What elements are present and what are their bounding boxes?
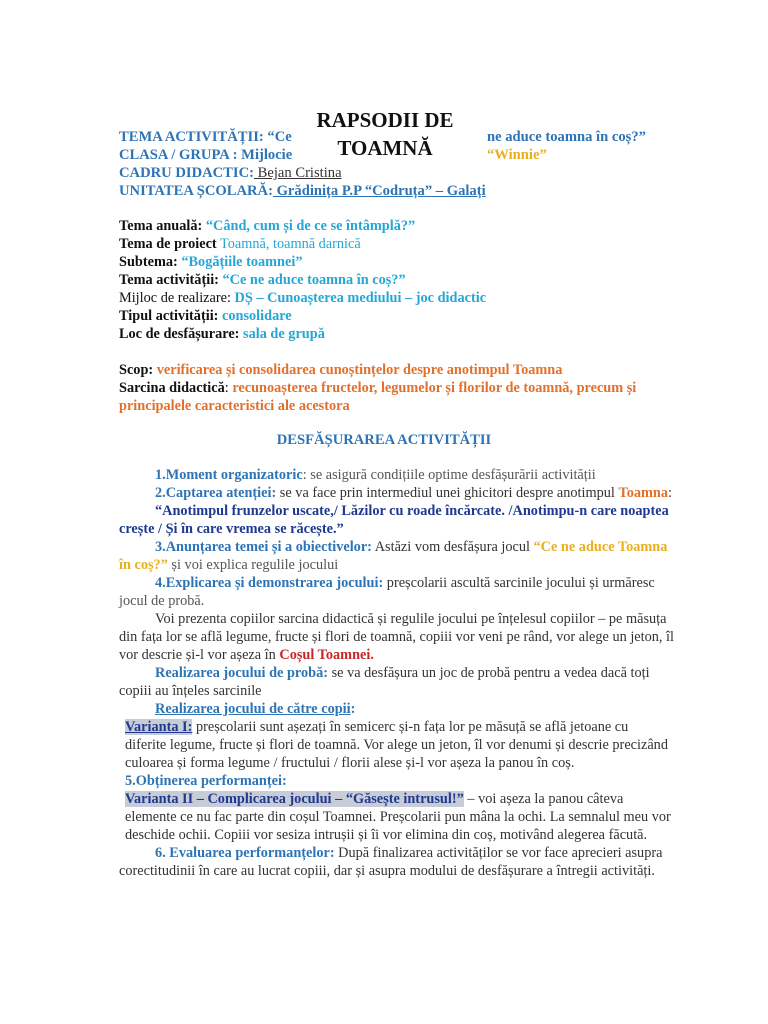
varianta-2-line-3: deschide ochii. Copiii vor sesiza intrușii și îi vor elimina din coș, motivând alegerea făcută. xyxy=(125,827,648,843)
tema-activitatii: Tema activității: “Ce ne aduce toamna în coș?” xyxy=(119,272,406,288)
header-clasa: CLASA / GRUPA : Mijlocie xyxy=(119,147,293,163)
proba: Realizarea jocului de probă: se va desfășura un joc de probă pentru a vedea dacă toți xyxy=(155,665,650,681)
step-3: 3.Anunțarea temei și a obiectivelor: Astăzi vom desfășura jocul “Ce ne aduce Toamna xyxy=(155,539,668,555)
section-title: DESFĂȘURAREA ACTIVITĂȚII xyxy=(276,432,492,448)
explain-para-line-3: vor descrie și-l vor așeza în Coșul Toamnei. xyxy=(119,647,374,663)
riddle-line-2: crește / Și în care vremea se răcește.” xyxy=(119,521,344,537)
tema-proiect: Tema de proiect Toamnă, toamnă darnică xyxy=(119,236,361,252)
step-5: 5.Obținerea performanței: xyxy=(125,773,287,789)
title-line-1: RAPSODII DE xyxy=(316,108,454,132)
step-4-cont: jocul de probă. xyxy=(119,593,205,609)
varianta-1-line-3: culoarea și forma legume / fructului / florii alese și-l vor așeza la panou în coș. xyxy=(125,755,575,771)
varianta-1-label: Varianta I: xyxy=(125,719,193,735)
tema-anuala: Tema anuală: “Când, cum și de ce se întâmplă?” xyxy=(119,218,416,234)
varianta-1-line-2: diferite legume, fructe și flori de toamnă. Vor alege un jeton, îl vor denumi și descrie precizând xyxy=(125,737,668,753)
step-3-cont: în coș?” și voi explica regulile jocului xyxy=(119,557,339,573)
step-4: 4.Explicarea și demonstrarea jocului: preșcolarii ascultă sarcinile jocului și urmăresc xyxy=(155,575,655,591)
title-line-2: TOAMNĂ xyxy=(337,136,433,160)
header-tema: TEMA ACTIVITĂȚII: “Ce xyxy=(119,129,292,145)
mijloc-realizare: Mijloc de realizare: DȘ – Cunoașterea mediului – joc didactic xyxy=(119,290,487,306)
header-tema-rest: ne aduce toamna în coș?” xyxy=(487,129,646,145)
scop: Scop: verificarea și consolidarea cunoștințelor despre anotimpul Toamna xyxy=(119,362,563,378)
sarcina-didactica: Sarcina didactică: recunoașterea fructelor, legumelor și florilor de toamnă, precum și xyxy=(119,380,637,396)
proba-cont: copiii au înțeles sarcinile xyxy=(119,683,262,699)
loc-desfasurare: Loc de desfășurare: sala de grupă xyxy=(119,326,325,342)
varianta-2-label: Varianta II – Complicarea jocului – “Găsește intrusul!” xyxy=(125,791,464,807)
sarcina-didactica-cont: principalele caracteristici ale acestora xyxy=(119,398,350,414)
step-2: 2.Captarea atenției: se va face prin intermediul unei ghicitori despre anotimpul Toamna: xyxy=(155,485,672,501)
header-unitatea: UNITATEA ȘCOLARĂ: Grădinița P.P “Codruța” – Galați xyxy=(119,183,486,199)
step-6-cont: corectitudinii în care au lucrat copiii, dar și asupra modului de desfășurare a întregii activități. xyxy=(119,863,655,879)
riddle-line-1: “Anotimpul frunzelor uscate,/ Lăzilor cu roade încărcate. /Anotimpu-n care noaptea xyxy=(155,503,669,519)
step-1: 1.Moment organizatoric: se asigură condițiile optime desfășurării activității xyxy=(155,467,596,483)
varianta-2: Varianta II – Complicarea jocului – “Găsește intrusul!” – voi așeza la panou câteva xyxy=(125,791,624,807)
header-cadru: CADRU DIDACTIC: Bejan Cristina xyxy=(119,165,342,181)
unitatea-value: Grădinița P.P “Codruța” – Galați xyxy=(272,183,486,199)
header-clasa-name: “Winnie” xyxy=(487,147,547,163)
page-title xyxy=(300,106,470,162)
subtema: Subtema: “Bogățiile toamnei” xyxy=(119,254,303,270)
step-6: 6. Evaluarea performanțelor: După finalizarea activităților se vor face aprecieri asupra xyxy=(155,845,663,861)
tipul-activitatii: Tipul activității: consolidare xyxy=(119,308,292,324)
explain-para-line-1: Voi prezenta copiilor sarcina didactică și regulile jocului pe înțelesul copiilor – pe măsuța xyxy=(155,611,667,627)
explain-para-line-2: din fața lor se află legume, fructe și flori de toamnă, copiii vor veni pe rând, vor alege un jeton, îl xyxy=(119,629,675,645)
joc-copii: Realizarea jocului de către copii: xyxy=(155,701,356,717)
cadru-value: Bejan Cristina xyxy=(254,165,342,181)
varianta-1: Varianta I: preșcolarii sunt așezați în semicerc și-n fața lor pe măsuță se află jetoane cu xyxy=(125,719,629,735)
varianta-2-line-2: elemente ce nu fac parte din coșul Toamnei. Preșcolarii pun mâna la ochi. La semnalul meu vor xyxy=(125,809,671,825)
